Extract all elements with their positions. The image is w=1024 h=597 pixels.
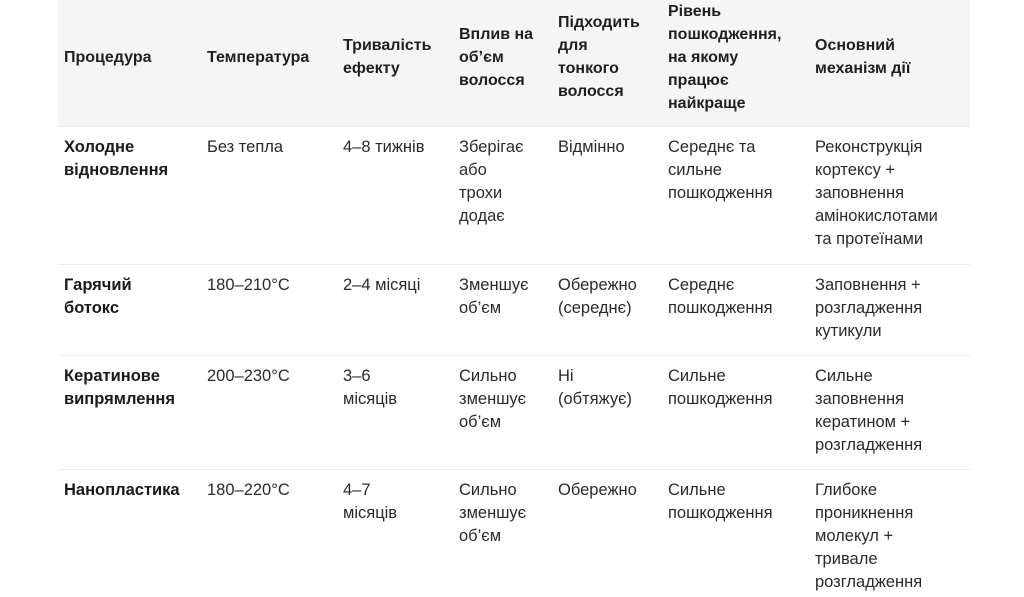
header-cell-temperature: Температура	[207, 49, 310, 66]
row-cell-mechanism: Глибоке проникнення молекул + тривале розгладження	[815, 481, 923, 591]
row-cell-procedure: Нанопластика	[64, 481, 180, 499]
comparison-table	[58, 0, 970, 597]
header-cell-procedure: Процедура	[64, 49, 152, 66]
row-cell-damage-level: Сильне пошкодження	[668, 367, 773, 408]
row-cell-fine-hair: Обережно	[558, 481, 637, 499]
row-cell-duration: 4–7 місяців	[343, 481, 398, 522]
row-cell-temperature: Без тепла	[207, 138, 284, 156]
row-cell-temperature: 180–210°C	[207, 276, 290, 294]
row-cell-volume-effect: Сильно зменшує об’єм	[459, 367, 527, 431]
table-header-row	[58, 0, 970, 126]
row-cell-mechanism: Реконструкція кортексу + заповнення амінокислотами та протеїнами	[815, 138, 938, 248]
header-cell-duration: Тривалість ефекту	[343, 37, 432, 77]
row-cell-fine-hair: Ні (обтяжує)	[558, 367, 633, 408]
row-cell-procedure: Холодне відновлення	[64, 138, 169, 179]
row-cell-mechanism: Сильне заповнення кератином + розгладження	[815, 367, 923, 454]
table-row	[58, 469, 970, 597]
table-row	[58, 355, 970, 469]
header-cell-mechanism: Основний механізм дії	[815, 37, 911, 77]
row-cell-procedure: Кератинове випрямлення	[64, 367, 175, 408]
row-cell-mechanism: Заповнення + розгладження кутикули	[815, 276, 923, 340]
header-cell-damage-level: Рівень пошкодження, на якому працює найкраще	[668, 3, 782, 112]
row-cell-volume-effect: Зберігає або трохи додає	[459, 138, 524, 225]
row-cell-duration: 4–8 тижнів	[343, 138, 425, 156]
row-cell-volume-effect: Сильно зменшує об’єм	[459, 481, 527, 545]
row-cell-volume-effect: Зменшує об’єм	[459, 276, 529, 317]
row-cell-damage-level: Середнє та сильне пошкодження	[668, 138, 773, 202]
header-cell-volume-effect: Вплив на об’єм волосся	[459, 26, 534, 89]
row-cell-fine-hair: Обережно (середнє)	[558, 276, 637, 317]
header-cell-fine-hair: Підходить для тонкого волосся	[558, 14, 640, 100]
row-cell-procedure: Гарячий ботокс	[64, 276, 132, 317]
row-cell-damage-level: Сильне пошкодження	[668, 481, 773, 522]
row-cell-duration: 2–4 місяці	[343, 276, 421, 294]
row-cell-fine-hair: Відмінно	[558, 138, 625, 156]
table-grid	[58, 0, 970, 597]
row-cell-damage-level: Середнє пошкодження	[668, 276, 773, 317]
row-cell-temperature: 200–230°C	[207, 367, 290, 385]
row-cell-duration: 3–6 місяців	[343, 367, 398, 408]
row-cell-temperature: 180–220°C	[207, 481, 290, 499]
table-row	[58, 126, 970, 264]
table-row	[58, 264, 970, 355]
